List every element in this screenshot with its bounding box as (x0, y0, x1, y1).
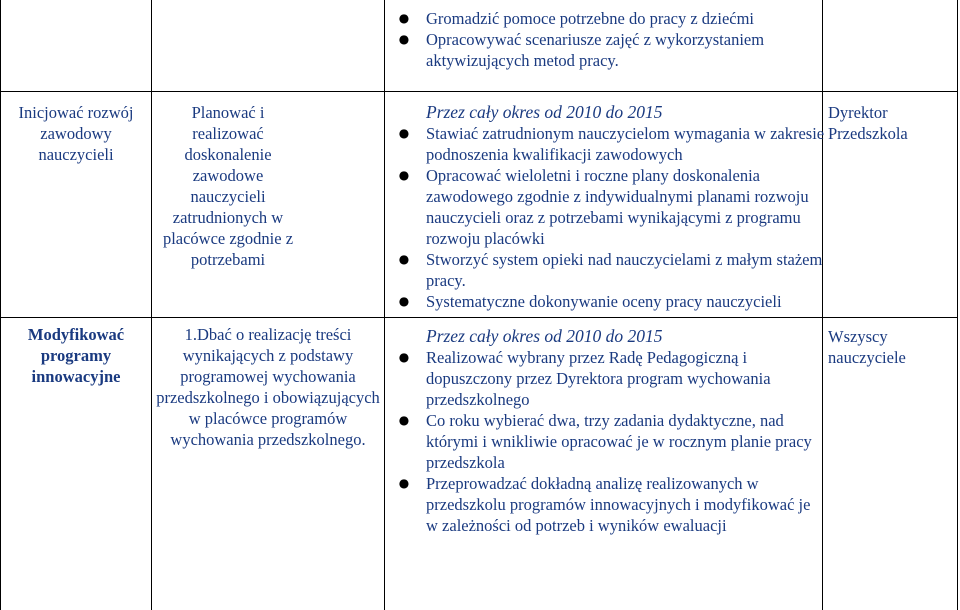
list-item (394, 29, 814, 71)
bullet-text: Opracowywać scenariusze zajęć z wykorzystaniem aktywizujących metod pracy. (426, 30, 765, 70)
bullet-text: Przeprowadzać dokładną analizę realizowanych w przedszkolu programów innowacyjnych i modyfikować je w zależności od potrzeb i wyników ewaluacji (426, 474, 811, 535)
bullet-text: Gromadzić pomoce potrzebne do pracy z dziećmi (426, 9, 755, 28)
list-item (394, 165, 826, 249)
row-divider-1 (0, 91, 958, 92)
list-item (394, 8, 814, 29)
bullet-icon: ● (398, 252, 410, 266)
list-item (394, 410, 816, 473)
bullet-icon: ● (398, 32, 410, 46)
bullet-icon: ● (398, 11, 410, 25)
goal-cell: Inicjować rozwój zawodowy nauczycieli (18, 103, 134, 164)
task-cell: Planować i realizować doskonalenie zawodowe nauczycieli zatrudnionych w placówce zgodnie z potrzebami (162, 103, 294, 269)
bullet-icon: ● (398, 350, 410, 364)
list-item (394, 291, 826, 312)
bullet-text: Stawiać zatrudnionym nauczycielom wymagania w zakresie podnoszenia kwalifikacji zawodowych (426, 124, 825, 164)
period-heading: Przez cały okres od 2010 do 2015 (426, 102, 663, 122)
task-cell: 1.Dbać o realizację treści wynikających z podstawy programowej wychowania przedszkolnego i obowiązujących w placówce programów wychowania przedszkolnego. (156, 325, 380, 449)
bullet-text: Co roku wybierać dwa, trzy zadania dydaktyczne, nad którymi i wnikliwie opracować je w rocznym planie pracy przedszkola (426, 411, 812, 472)
bullet-icon: ● (398, 476, 410, 490)
bullet-text: Realizować wybrany przez Radę Pedagogiczną i dopuszczony przez Dyrektora program wychowania przedszkolnego (426, 348, 771, 409)
list-item (394, 123, 826, 165)
row-divider-2 (0, 317, 958, 318)
bullet-text: Stworzyć system opieki nad nauczycielami z małym stażem pracy. (426, 250, 823, 290)
list-item (394, 473, 816, 536)
top-bullet-list (394, 8, 814, 71)
bullet-icon: ● (398, 294, 410, 308)
actions-cell (394, 326, 816, 536)
bullet-icon: ● (398, 126, 410, 140)
bullet-icon: ● (398, 168, 410, 182)
top-actions-cell (394, 8, 814, 71)
bullet-text: Systematyczne dokonywanie oceny pracy nauczycieli (426, 292, 782, 311)
action-list (394, 123, 826, 312)
bullet-text: Opracować wieloletni i roczne plany doskonalenia zawodowego zgodnie z indywidualnymi planami rozwoju nauczycieli oraz z potrzebami wynikającymi z programu rozwoju placówki (426, 166, 809, 248)
period-heading: Przez cały okres od 2010 do 2015 (426, 326, 663, 346)
responsible-cell: Wszyscy nauczyciele (828, 327, 906, 367)
list-item (394, 347, 816, 410)
actions-cell (394, 102, 826, 312)
action-list (394, 347, 816, 536)
responsible-cell: Dyrektor Przedszkola (828, 103, 908, 143)
bullet-icon: ● (398, 413, 410, 427)
goal-cell: Modyfikować programy innowacyjne (27, 325, 125, 386)
list-item (394, 249, 826, 291)
